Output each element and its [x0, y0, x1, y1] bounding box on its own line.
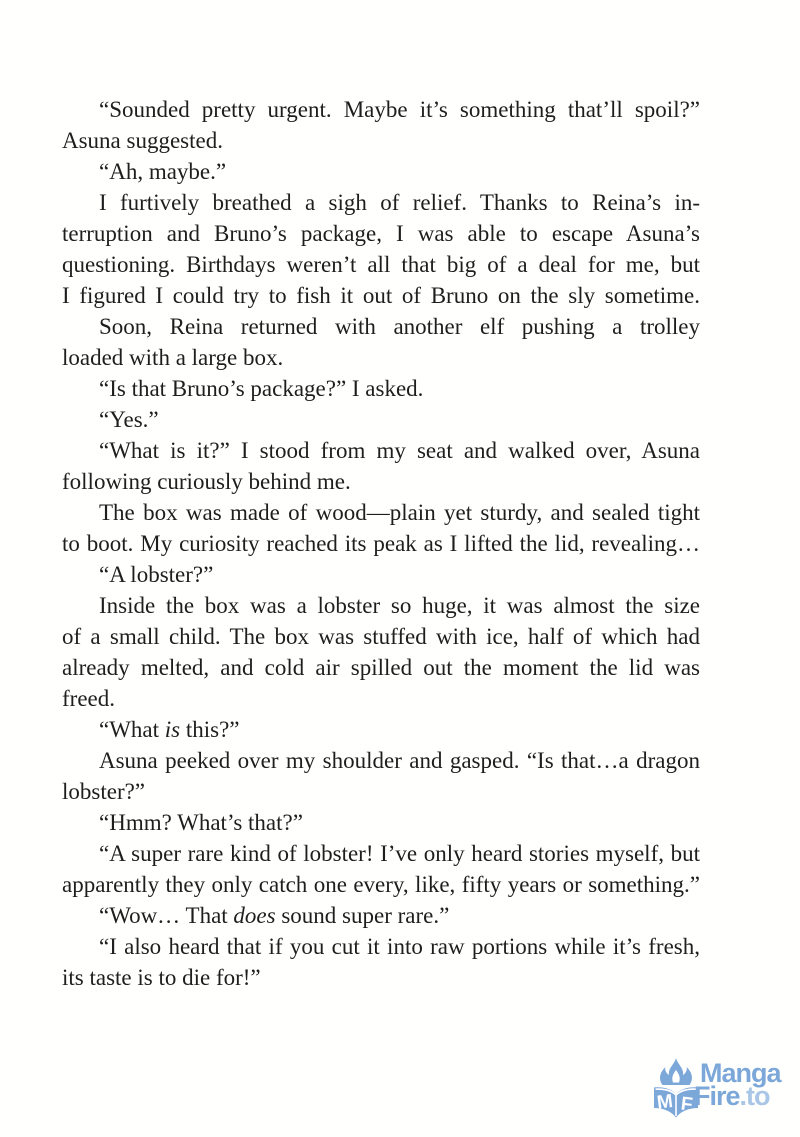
mangafire-watermark	[654, 1056, 796, 1128]
text-line: “Ah, maybe.”	[99, 159, 227, 184]
wordmark-line-manga: Manga	[700, 1058, 781, 1088]
text-line: I figured I could try to fish it out of Bruno on the sly sometime.	[62, 283, 700, 308]
text-line: loaded with a large box.	[62, 345, 284, 370]
text-line: “Wow… That does sound super rare.”	[99, 903, 450, 928]
text-line: “Yes.”	[99, 407, 159, 432]
novel-text-block	[62, 94, 700, 993]
text-line: terruption and Bruno’s package, I was able to escape Asuna’s	[62, 221, 700, 246]
text-line: Inside the box was a lobster so huge, it was almost the size	[99, 593, 700, 618]
text-line: lobster?”	[62, 779, 146, 804]
text-line: “I also heard that if you cut it into raw portions while it’s fresh,	[99, 934, 700, 959]
svg-text:F: F	[679, 1093, 694, 1116]
mangafire-wordmark	[694, 1056, 781, 1111]
text-line: “What is this?”	[99, 717, 240, 742]
text-line: to boot. My curiosity reached its peak as I lifted the lid, revealing…	[62, 531, 700, 556]
text-line: “A super rare kind of lobster! I’ve only heard stories myself, but	[99, 841, 700, 866]
wordmark-line-fireto	[694, 1081, 781, 1111]
text-line: its taste is to die for!”	[62, 965, 261, 990]
text-line: “What is it?” I stood from my seat and walked over, Asuna	[99, 438, 700, 463]
text-line: apparently they only catch one every, like, fifty years or something.”	[62, 872, 700, 897]
text-line: freed.	[62, 686, 115, 711]
text-line: of a small child. The box was stuffed with ice, half of which had	[62, 624, 700, 649]
mangafire-logo-icon	[654, 1058, 698, 1122]
wordmark-to: .to	[739, 1081, 770, 1111]
text-line: already melted, and cold air spilled out the moment the lid was	[62, 655, 700, 680]
open-book-icon	[654, 1087, 698, 1117]
text-line: Asuna suggested.	[62, 128, 223, 153]
text-line: Soon, Reina returned with another elf pushing a trolley	[99, 314, 700, 339]
text-line: “A lobster?”	[99, 562, 214, 587]
text-line: I furtively breathed a sigh of relief. Thanks to Reina’s in-	[99, 190, 700, 215]
text-line: Asuna peeked over my shoulder and gasped. “Is that…a dragon	[99, 748, 700, 773]
wordmark-fire: Fire	[694, 1081, 740, 1111]
text-line: “Is that Bruno’s package?” I asked.	[99, 376, 424, 401]
flame-icon	[660, 1058, 692, 1085]
text-line: “Sounded pretty urgent. Maybe it’s something that’ll spoil?”	[99, 97, 700, 122]
text-line: questioning. Birthdays weren’t all that big of a deal for me, but	[62, 252, 700, 277]
text-line: The box was made of wood—plain yet sturdy, and sealed tight	[99, 500, 700, 525]
mf-monogram: M	[655, 1090, 675, 1114]
text-line: “Hmm? What’s that?”	[99, 810, 303, 835]
text-line: following curiously behind me.	[62, 469, 351, 494]
